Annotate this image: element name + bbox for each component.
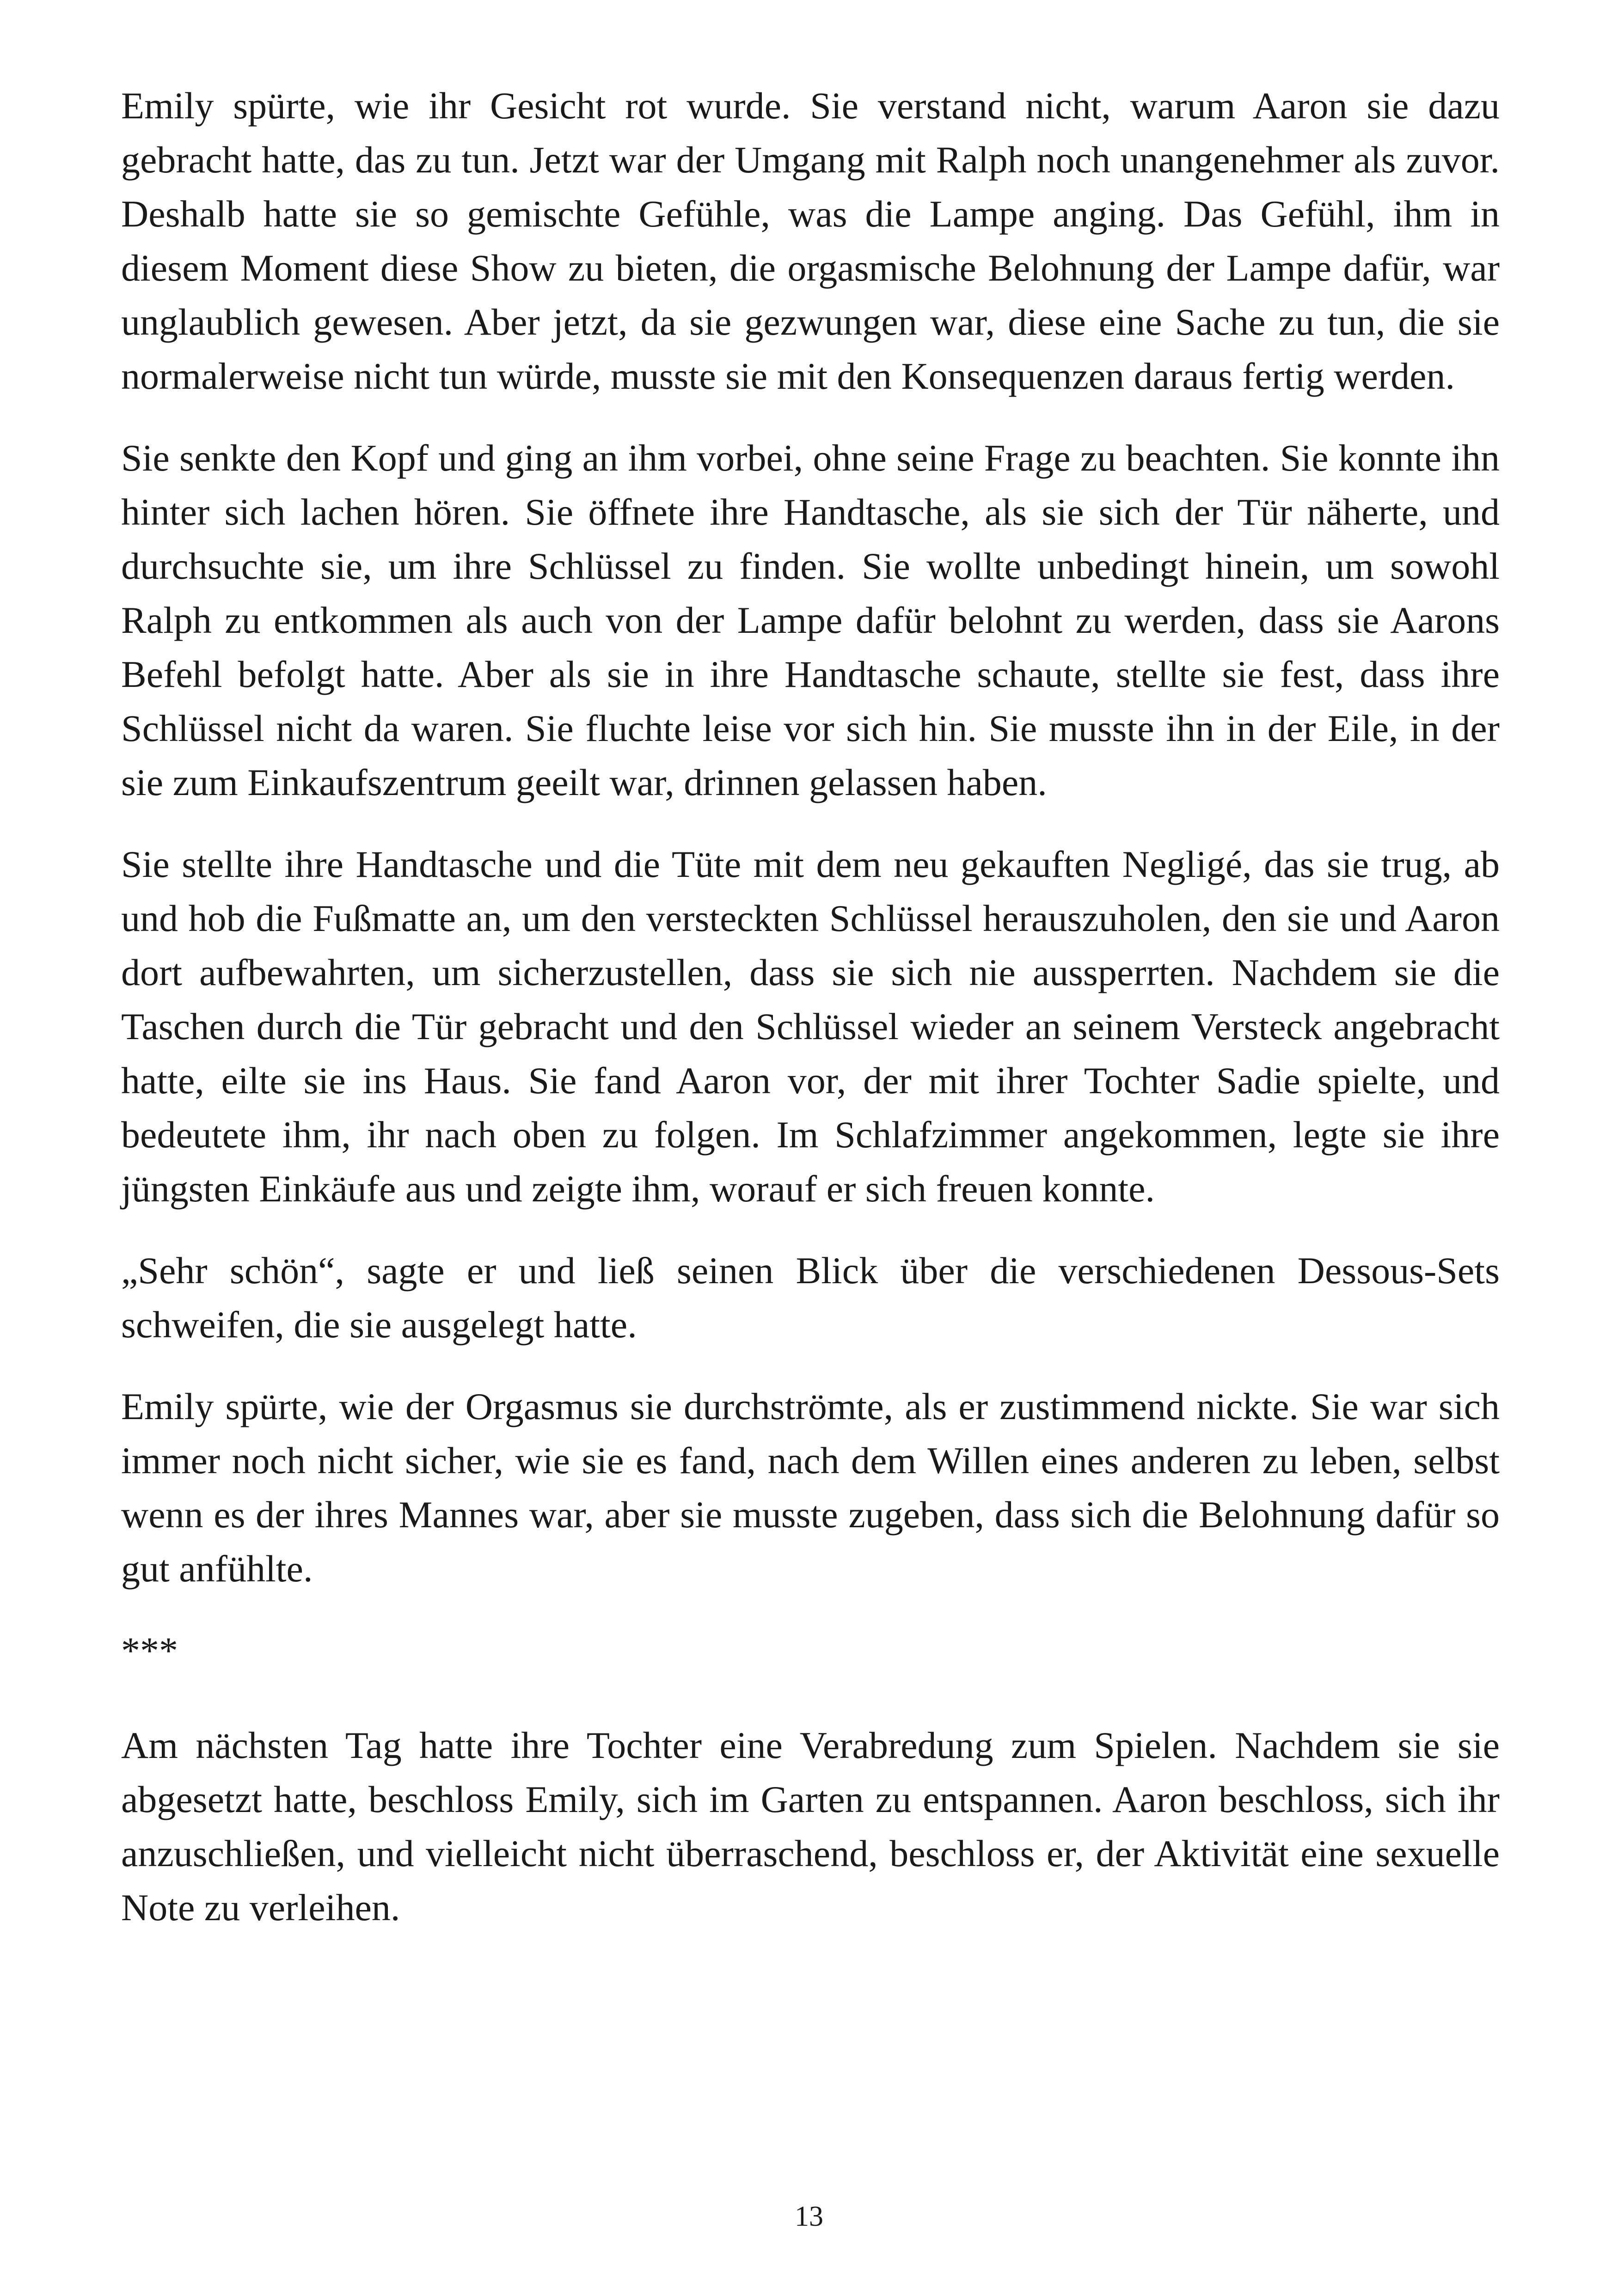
paragraph-5: Emily spürte, wie der Orgasmus sie durchströmte, als er zustimmend nickte. Sie war sich immer noch nicht sicher, wie sie es fand, nach dem Willen eines anderen zu leben, selbst wenn es der ihres Mannes war, aber sie musste zugeben, dass sich die Belohnung dafür so gut anfühlte. <box>121 1385 1500 1590</box>
paragraph-6: Am nächsten Tag hatte ihre Tochter eine Verabredung zum Spielen. Nachdem sie sie abgesetzt hatte, beschloss Emily, sich im Garten zu entspannen. Aaron beschloss, sich ihr anzuschließen, und vielleicht nicht überraschend, beschloss er, der Aktivität eine sexuelle Note zu verleihen. <box>121 1724 1500 1929</box>
body-text <box>121 79 1500 1962</box>
paragraph-1: Emily spürte, wie ihr Gesicht rot wurde. Sie verstand nicht, warum Aaron sie dazu gebracht hatte, das zu tun. Jetzt war der Umgang mit Ralph noch unangenehmer als zuvor. Deshalb hatte sie so gemischte Gefühle, was die Lampe anging. Das Gefühl, ihm in diesem Moment diese Show zu bieten, die orgasmische Belohnung der Lampe dafür, war unglaublich gewesen. Aber jetzt, da sie gezwungen war, diese eine Sache zu tun, die sie normalerweise nicht tun würde, musste sie mit den Konsequenzen daraus fertig werden. <box>121 85 1500 397</box>
paragraph-2: Sie senkte den Kopf und ging an ihm vorbei, ohne seine Frage zu beachten. Sie konnte ihn hinter sich lachen hören. Sie öffnete ihre Handtasche, als sie sich der Tür näherte, und durchsuchte sie, um ihre Schlüssel zu finden. Sie wollte unbedingt hinein, um sowohl Ralph zu entkommen als auch von der Lampe dafür belohnt zu werden, dass sie Aarons Befehl befolgt hatte. Aber als sie in ihre Handtasche schaute, stellte sie fest, dass ihre Schlüssel nicht da waren. Sie fluchte leise vor sich hin. Sie musste ihn in der Eile, in der sie zum Einkaufszentrum geeilt war, drinnen gelassen haben. <box>121 437 1500 803</box>
page-number: 13 <box>795 2201 823 2232</box>
scene-separator: *** <box>121 1629 178 1671</box>
paragraph-3: Sie stellte ihre Handtasche und die Tüte mit dem neu gekauften Negligé, das sie trug, ab und hob die Fußmatte an, um den versteckten Schlüssel herauszuholen, den sie und Aaron dort aufbewahrten, um sicherzustellen, dass sie sich nie aussperrten. Nachdem sie die Taschen durch die Tür gebracht und den Schlüssel wieder an seinem Versteck angebracht hatte, eilte sie ins Haus. Sie fand Aaron vor, der mit ihrer Tochter Sadie spielte, und bedeutete ihm, ihr nach oben zu folgen. Im Schlafzimmer angekommen, legte sie ihre jüngsten Einkäufe aus und zeigte ihm, worauf er sich freuen konnte. <box>121 843 1500 1210</box>
paragraph-4-dialogue: „Sehr schön“, sagte er und ließ seinen Blick über die verschiedenen Dessous-Sets schweifen, die sie ausgelegt hatte. <box>121 1249 1500 1346</box>
